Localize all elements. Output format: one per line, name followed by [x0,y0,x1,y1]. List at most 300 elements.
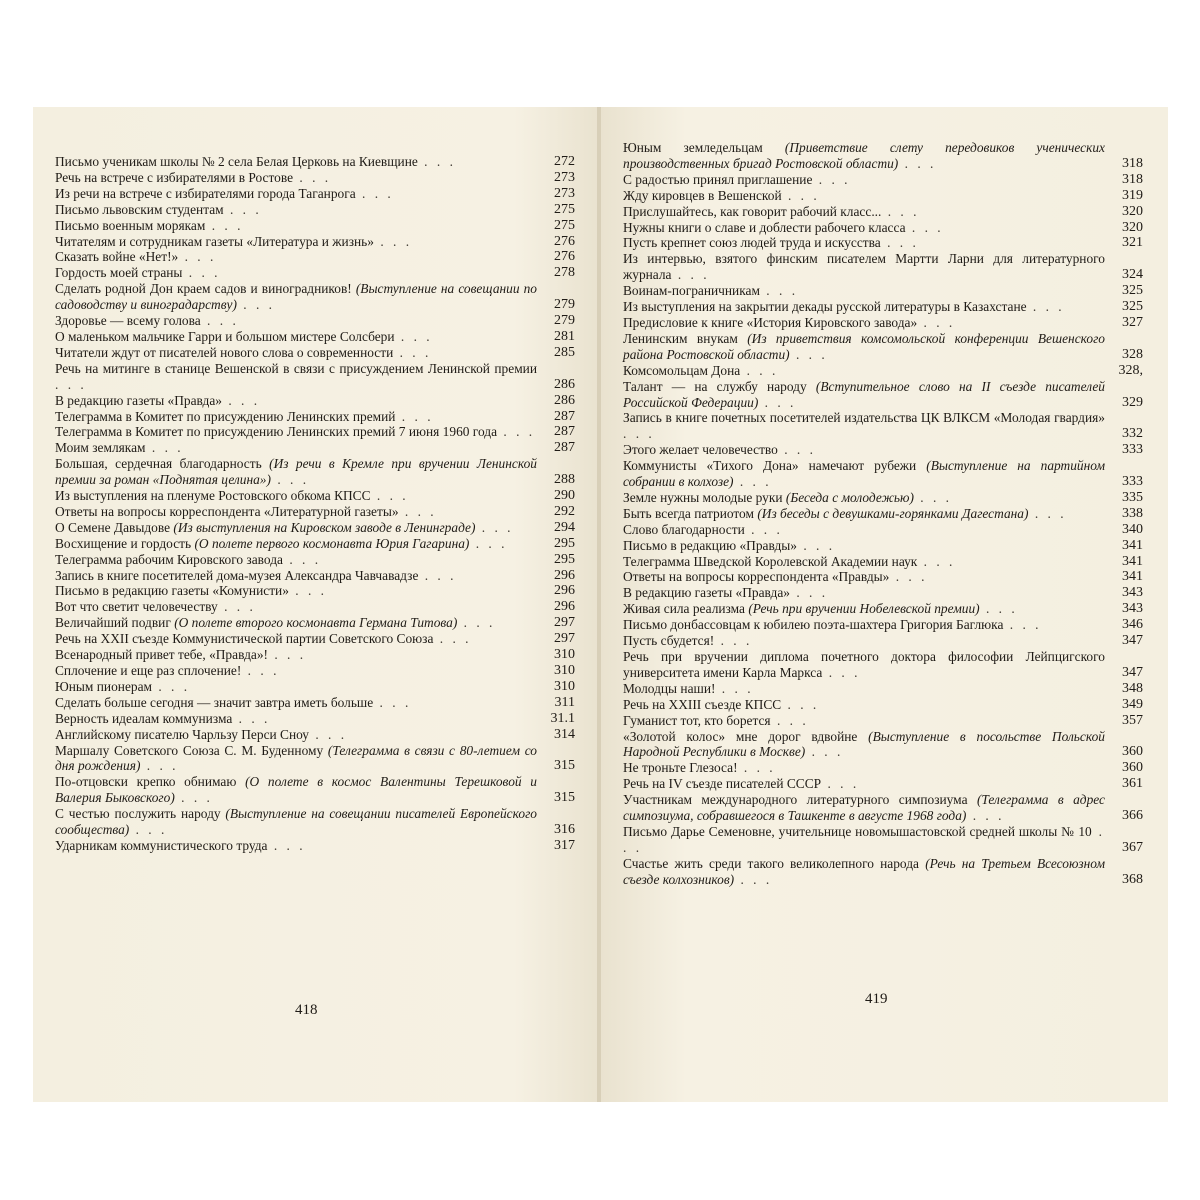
toc-entry-title: В редакцию газеты «Правда» [623,585,790,601]
toc-leader-dots: . . . [418,567,457,583]
toc-entry-page: 276 [554,233,575,249]
toc-entry [55,806,575,838]
toc-entry-page: 316 [554,822,575,838]
toc-leader-dots: . . . [744,521,783,537]
toc-entry-note: (О полете первого космонавта Юрия Гагарина) [194,535,470,551]
toc-leader-dots: . . . [917,314,956,330]
toc-leader-dots: . . . [267,837,306,853]
toc-entry-page: 315 [554,758,575,774]
toc-entry-page: 295 [554,535,575,551]
toc-entry-note: (Выступление в посольстве Польской Народной Республики в Москве) [623,728,1105,760]
toc-entry [623,235,1143,251]
toc-entry-title: Юным пионерам [55,678,152,694]
toc-entry-title: Восхищение и гордость [55,535,192,551]
toc-entry-title: Нужны книги о славе и доблести рабочего класса [623,219,906,235]
toc-entry [623,617,1143,633]
toc-entry-page: 325 [1122,299,1143,315]
toc-entry-note: (Вступительное слово на II съезде писателей Российской Федерации) [623,378,1106,410]
toc-entry-page: 333 [1122,474,1143,490]
toc-entry-page: 287 [554,440,575,456]
toc-entry-title: Сплочение и еще раз сплочение! [55,663,242,678]
page-number-left: 418 [295,1002,318,1018]
toc-entry-page: 338 [1122,505,1143,521]
toc-entry [623,697,1143,713]
toc-entry-page: 340 [1122,521,1143,537]
toc-leader-dots: . . . [781,187,820,203]
toc-entry-title: Большая, сердечная благодарность [55,456,262,472]
toc-entry-title: Счастье жить среди такого великолепного народа [623,855,919,871]
toc-entry [623,681,1143,697]
toc-entry-page: 347 [1122,664,1143,680]
toc-leader-dots: . . . [758,394,797,410]
toc-entry-title: Телеграмма в Комитет по присуждению Ленинских премий [55,408,396,424]
toc-entry-title: Сделать больше сегодня — значит завтра иметь больше [55,694,374,710]
toc-entry-page: 360 [1122,760,1143,776]
toc-entry-page: 341 [1122,553,1143,569]
toc-entry-title: Телеграмма Шведской Королевской Академии наук [623,553,918,569]
toc-entry-title: Речь при вручении диплома почетного доктора философии Лейпцигского университета имени Карла Маркса [623,649,1105,680]
toc-leader-dots: . . . [623,823,1105,855]
toc-entry-title: Телеграмма рабочим Кировского завода [55,551,283,567]
toc-entry [623,188,1143,204]
toc-entry [55,265,575,281]
toc-entry-title: С радостью принял приглашение [623,171,813,187]
toc-entry-page: 366 [1122,808,1143,824]
toc-leader-dots: . . . [469,535,508,551]
toc-entry-title: Маршалу Советского Союза С. М. Буденному [55,742,324,758]
toc-entry [623,363,1143,379]
toc-entry-page: 278 [554,265,575,281]
toc-entry-title: Всенародный привет тебе, «Правда»! [55,647,268,663]
toc-leader-dots: . . . [812,171,851,187]
toc-entry-page: 288 [554,472,575,488]
toc-entry-title: По-отцовски крепко обнимаю [55,774,237,790]
toc-leader-dots: . . . [270,472,310,488]
toc-entry-title: Комсомольцам Дона [623,362,741,378]
toc-leader-dots: . . . [740,362,779,378]
toc-entry-title: Гуманист тот, кто борется [623,712,771,728]
toc-entry [623,140,1143,172]
toc-entry-title: Ленинским внукам [623,330,738,346]
toc-entry-page: 325 [1122,283,1143,299]
toc-entry [55,599,575,615]
toc-entry-title: Из выступления на закрытии декады русской литературы в Казахстане [623,299,1027,315]
toc-entry [623,776,1143,792]
toc-entry [55,488,575,504]
toc-leader-dots: . . . [714,633,753,649]
toc-leader-dots: . . . [623,426,655,442]
toc-entry [55,679,575,695]
left-book-page [33,107,599,1102]
toc-entry-title: Слово благодарности [623,521,745,537]
toc-entry-title: Из выступления на пленуме Ростовского обкома КПСС [55,488,371,504]
toc-entry-note: (Из беседы с девушками-горянками Дагестана) [757,505,1029,521]
toc-entry-page: 318 [1122,155,1143,171]
toc-entry-title: Вот что светит человечеству [55,599,218,615]
toc-entry [55,170,575,186]
toc-entry [623,172,1143,188]
toc-entry-title: Из речи на встрече с избирателями города Таганрога [55,185,356,201]
toc-entry [623,379,1143,411]
toc-entry [623,458,1143,490]
toc-entry [623,585,1143,601]
toc-leader-dots: . . . [734,871,773,887]
toc-entry [55,249,575,265]
toc-entry-page: 310 [554,678,575,694]
toc-entry-title: Не троньте Глезоса! [623,760,738,776]
toc-entry-title: Предисловие к книге «История Кировского завода» [623,314,918,330]
toc-entry-page: 317 [554,837,575,853]
toc-leader-dots: . . . [889,569,928,585]
toc-leader-dots: . . . [309,726,348,742]
toc-entry-page: 346 [1122,617,1143,633]
toc-entry-title: Из интервью, взятого финским писателем Мартти Ларни для литературного журнала [623,251,1105,283]
toc-entry-page: 275 [554,201,575,217]
toc-leader-dots: . . . [217,599,256,615]
toc-leader-dots: . . . [236,297,275,313]
toc-entry-page: 348 [1122,680,1143,696]
toc-entry-title: Ответы на вопросы корреспондента «Литературной газеты» [55,503,399,519]
toc-entry [55,695,575,711]
toc-entry [623,633,1143,649]
toc-entry-title: Ответы на вопросы корреспондента «Правды» [623,569,890,585]
toc-entry-page: 296 [554,567,575,583]
toc-entry-title: Сказать войне «Нет!» [55,249,179,265]
toc-leader-dots: . . . [790,585,829,601]
toc-entry-page: 285 [554,344,575,360]
toc-entry-page: 341 [1122,537,1143,553]
toc-leader-dots: . . . [905,219,944,235]
toc-leader-dots: . . . [394,328,433,344]
toc-entry [623,856,1143,888]
toc-entry [55,743,575,775]
toc-entry-page: 329 [1122,394,1143,410]
toc-leader-dots: . . . [821,776,860,792]
toc-entry-page: 295 [554,551,575,567]
toc-entry-title: Величайший подвиг [55,615,171,631]
toc-entry [55,663,575,679]
toc-entry-note: (Выступление на партийном собрании в колхозе) [623,458,1105,490]
toc-leader-dots: . . . [232,710,271,726]
toc-leader-dots: . . . [789,346,828,362]
toc-entry-page: 276 [554,249,575,265]
toc-entry [623,283,1143,299]
toc-leader-dots: . . . [796,537,836,553]
toc-leader-dots: . . . [55,376,87,392]
toc-leader-dots: . . . [917,553,956,569]
toc-leader-dots: . . . [293,169,332,185]
toc-entry-title: Письмо Дарье Семеновне, учительнице новомышастовской средней школы № 10 [623,823,1092,839]
toc-leader-dots: . . . [433,631,472,647]
toc-entry-title: Речь на XXII съезде Коммунистической партии Советского Союза [55,631,434,647]
toc-entry-title: Речь на IV съезде писателей СССР [623,776,822,792]
toc-entry-page: 287 [554,408,575,424]
toc-leader-dots: . . . [979,601,1018,617]
toc-entry-page: 31.1 [550,710,575,726]
toc-entry-title: Верность идеалам коммунизма [55,710,233,726]
toc-entry-page: 327 [1122,314,1143,330]
toc-entry [623,522,1143,538]
toc-leader-dots: . . . [822,664,861,680]
toc-entry-page: 273 [554,169,575,185]
toc-entry-page: 360 [1122,744,1143,760]
toc-entry-page: 292 [554,503,575,519]
toc-entry [623,506,1143,522]
toc-entry [55,568,575,584]
toc-entry-note: (Выступление на совещании по садоводству и виноградарству) [55,281,538,313]
toc-entry-page: 343 [1122,601,1143,617]
toc-entry-title: Молодцы наши! [623,680,716,696]
toc-entry [55,774,575,806]
toc-leader-dots: . . . [881,203,920,219]
toc-entry-title: Запись в книге почетных посетителей издательства ЦК ВЛКСМ «Молодая гвардия» [623,410,1105,426]
toc-leader-dots: . . . [140,758,179,774]
toc-entry [623,220,1143,236]
right-book-page [601,107,1168,1102]
toc-entry [55,234,575,250]
toc-entry-title: Жду кировцев в Вешенской [623,187,782,203]
toc-entry [623,538,1143,554]
toc-leader-dots: . . . [475,519,514,535]
toc-entry [55,583,575,599]
toc-entry-title: Здоровье — всему голова [55,313,201,329]
toc-entry [55,647,575,663]
toc-entry-title: С честью послужить народу [55,806,221,822]
toc-entry-title: О маленьком мальчике Гарри и большом мистере Солсбери [55,328,395,344]
toc-entry [623,442,1143,458]
toc-entry [55,186,575,202]
toc-entry-page: 333 [1122,442,1143,458]
toc-entry [55,456,575,488]
toc-leader-dots: . . . [781,696,820,712]
toc-entry-page: 368 [1122,871,1143,887]
toc-leader-dots: . . . [174,790,213,806]
toc-entry-page: 290 [554,488,575,504]
toc-entry [623,251,1143,283]
toc-entry-page: 272 [554,154,575,169]
toc-entry-note: (Из речи в Кремле при вручении Ленинской премии за роман «Поднятая целина») [55,456,537,488]
toc-entry [623,410,1143,442]
toc-entry-page: 287 [554,424,575,440]
toc-leader-dots: . . . [222,392,261,408]
toc-entry-title: Пусть сбудется! [623,633,715,649]
toc-entry [55,313,575,329]
toc-entry-page: 311 [554,694,575,710]
toc-leader-dots: . . . [737,760,776,776]
toc-entry-note: (Речь на Третьем Всесоюзном съезде колхозников) [623,855,1105,887]
toc-entry-page: 335 [1122,489,1143,505]
toc-leader-dots: . . . [267,647,307,663]
toc-entry [55,393,575,409]
toc-entry-page: 273 [554,185,575,201]
toc-leader-dots: . . . [457,615,496,631]
toc-entry-note: (Телеграмма в связи с 80-летием со дня рождения) [55,742,538,774]
table-of-contents-left [55,154,575,854]
toc-entry-page: 321 [1122,235,1143,251]
toc-leader-dots: . . . [913,489,953,505]
toc-entry [623,331,1143,363]
toc-entry-title: Читателям и сотрудникам газеты «Литература и жизнь» [55,233,374,249]
toc-leader-dots: . . . [715,680,754,696]
toc-entry [55,711,575,727]
toc-entry-title: Телеграмма в Комитет по присуждению Ленинских премий 7 июня 1960 года [55,424,498,440]
toc-leader-dots: . . . [241,663,280,678]
toc-entry-page: 315 [554,790,575,806]
toc-entry-title: Запись в книге посетителей дома-музея Александра Чавчавадзе [55,567,419,583]
toc-entry-title: Юным земледельцам [623,140,763,155]
toc-entry-title: Коммунисты «Тихого Дона» намечают рубежи [623,458,917,474]
toc-entry [55,440,575,456]
toc-leader-dots: . . . [178,249,217,265]
toc-entry-title: Участникам международного литературного симпозиума [623,792,968,808]
toc-entry [55,218,575,234]
toc-entry-title: Письмо в редакцию «Правды» [623,537,797,553]
toc-entry-page: 347 [1122,633,1143,649]
toc-leader-dots: . . . [398,503,437,519]
toc-entry-page: 341 [1122,569,1143,585]
toc-entry-note: (О полете второго космонавта Германа Титова) [174,615,458,631]
toc-entry-page: 320 [1122,219,1143,235]
toc-entry [55,424,575,440]
toc-leader-dots: . . . [223,201,262,217]
toc-leader-dots: . . . [129,822,168,838]
toc-entry [623,554,1143,570]
toc-entry-title: Письмо ученикам школы № 2 села Белая Церковь на Киевщине [55,154,418,169]
toc-entry-title: Гордость моей страны [55,265,183,281]
toc-entry-title: Письмо военным морякам [55,217,206,233]
toc-entry-title: О Семене Давыдове [55,519,171,535]
toc-entry-page: 367 [1122,839,1143,855]
toc-leader-dots: . . . [288,583,327,599]
toc-entry-title: Живая сила реализма [623,601,745,617]
toc-leader-dots: . . . [370,488,409,504]
toc-entry [623,792,1143,824]
toc-entry-page: 328, [1118,362,1143,378]
toc-entry-note: (Телеграмма в адрес симпозиума, собравшегося в Ташкенте в августе 1968 года) [623,792,1105,824]
toc-entry [55,520,575,536]
toc-entry-title: Ударникам коммунистического труда [55,837,268,853]
toc-entry-note: (Беседа с молодежью) [785,489,914,505]
toc-entry-title: Речь на митинге в станице Вешенской в связи с присуждением Ленинской премии [55,360,537,376]
toc-leader-dots: . . . [1026,299,1065,315]
toc-entry-title: Речь на встрече с избирателями в Ростове [55,169,294,185]
toc-entry-page: 275 [554,217,575,233]
toc-entry-title: Английскому писателю Чарльзу Перси Сноу [55,726,310,742]
toc-entry-page: 286 [554,376,575,392]
toc-entry-title: В редакцию газеты «Правда» [55,392,222,408]
toc-entry [55,345,575,361]
toc-entry-title: Воинам-пограничникам [623,283,760,299]
toc-entry-page: 286 [554,392,575,408]
toc-entry-page: 279 [554,297,575,313]
toc-entry-page: 314 [554,726,575,742]
toc-leader-dots: . . . [777,442,816,458]
toc-entry [55,329,575,345]
toc-entry-title: Пусть крепнет союз людей труда и искусства [623,235,881,251]
toc-entry-page: 324 [1122,267,1143,283]
toc-leader-dots: . . . [355,185,394,201]
toc-entry-title: Прислушайтесь, как говорит рабочий класс... [623,203,882,219]
toc-entry-title: Письмо львовским студентам [55,201,224,217]
toc-entry [55,154,575,170]
toc-leader-dots: . . . [282,551,322,567]
toc-entry-title: Письмо в редакцию газеты «Комунисти» [55,583,289,599]
toc-entry-page: 320 [1122,203,1143,219]
toc-entry-page: 296 [554,583,575,599]
toc-entry [55,202,575,218]
toc-entry-title: Земле нужны молодые руки [623,489,783,505]
toc-entry [55,552,575,568]
toc-entry-page: 297 [554,631,575,647]
toc-leader-dots: . . . [880,235,919,251]
toc-leader-dots: . . . [182,265,221,281]
toc-leader-dots: . . . [805,744,844,760]
toc-entry [623,204,1143,220]
toc-entry-title: «Золотой колос» мне дорог вдвойне [623,728,858,744]
toc-entry [55,504,575,520]
toc-entry-page: 361 [1122,776,1143,792]
toc-leader-dots: . . . [152,678,191,694]
toc-entry-title: Талант — на службу народу [623,378,807,394]
page-number-right: 419 [865,991,888,1007]
toc-entry-page: 332 [1122,426,1143,442]
toc-entry-note: (О полете в космос Валентины Терешковой и Валерия Быковского) [55,774,537,806]
toc-entry-note: (Из выступления на Кировском заводе в Ленинграде) [173,519,476,535]
toc-entry-page: 318 [1122,171,1143,187]
toc-entry-note: (Приветствие слету передовиков ученических производственных бригад Ростовской области) [623,140,1105,171]
toc-leader-dots: . . . [1003,617,1042,633]
toc-entry [623,729,1143,761]
toc-leader-dots: . . . [395,408,434,424]
toc-leader-dots: . . . [733,474,772,490]
toc-entry-page: 296 [554,599,575,615]
toc-entry [623,824,1143,856]
toc-leader-dots: . . . [417,154,456,169]
toc-entry [623,490,1143,506]
toc-entry [623,649,1143,681]
toc-entry-title: Моим землякам [55,440,146,456]
toc-leader-dots: . . . [966,808,1005,824]
toc-entry-title: Речь на XXIII съезде КПСС [623,696,782,712]
toc-entry [623,299,1143,315]
toc-entry [623,713,1143,729]
toc-entry-page: 357 [1122,712,1143,728]
toc-leader-dots: . . . [898,155,937,171]
toc-entry [623,315,1143,331]
toc-entry-page: 349 [1122,696,1143,712]
toc-entry-page: 343 [1122,585,1143,601]
toc-entry-title: Быть всегда патриотом [623,505,754,521]
toc-entry-note: (Речь при вручении Нобелевской премии) [748,601,980,617]
toc-entry-page: 297 [554,615,575,631]
toc-entry [55,631,575,647]
toc-entry [623,601,1143,617]
toc-entry [55,536,575,552]
toc-leader-dots: . . . [1028,505,1067,521]
toc-entry [55,838,575,854]
toc-leader-dots: . . . [373,694,412,710]
toc-entry [55,615,575,631]
toc-entry-page: 279 [554,313,575,329]
toc-leader-dots: . . . [770,712,809,728]
table-of-contents-right [623,140,1143,888]
toc-leader-dots: . . . [497,424,536,440]
toc-leader-dots: . . . [205,217,244,233]
toc-entry-page: 319 [1122,187,1143,203]
toc-entry-note: (Из приветствия комсомольской конференции Вешенского района Ростовской области) [623,330,1105,362]
toc-entry [623,569,1143,585]
toc-leader-dots: . . . [145,440,184,456]
